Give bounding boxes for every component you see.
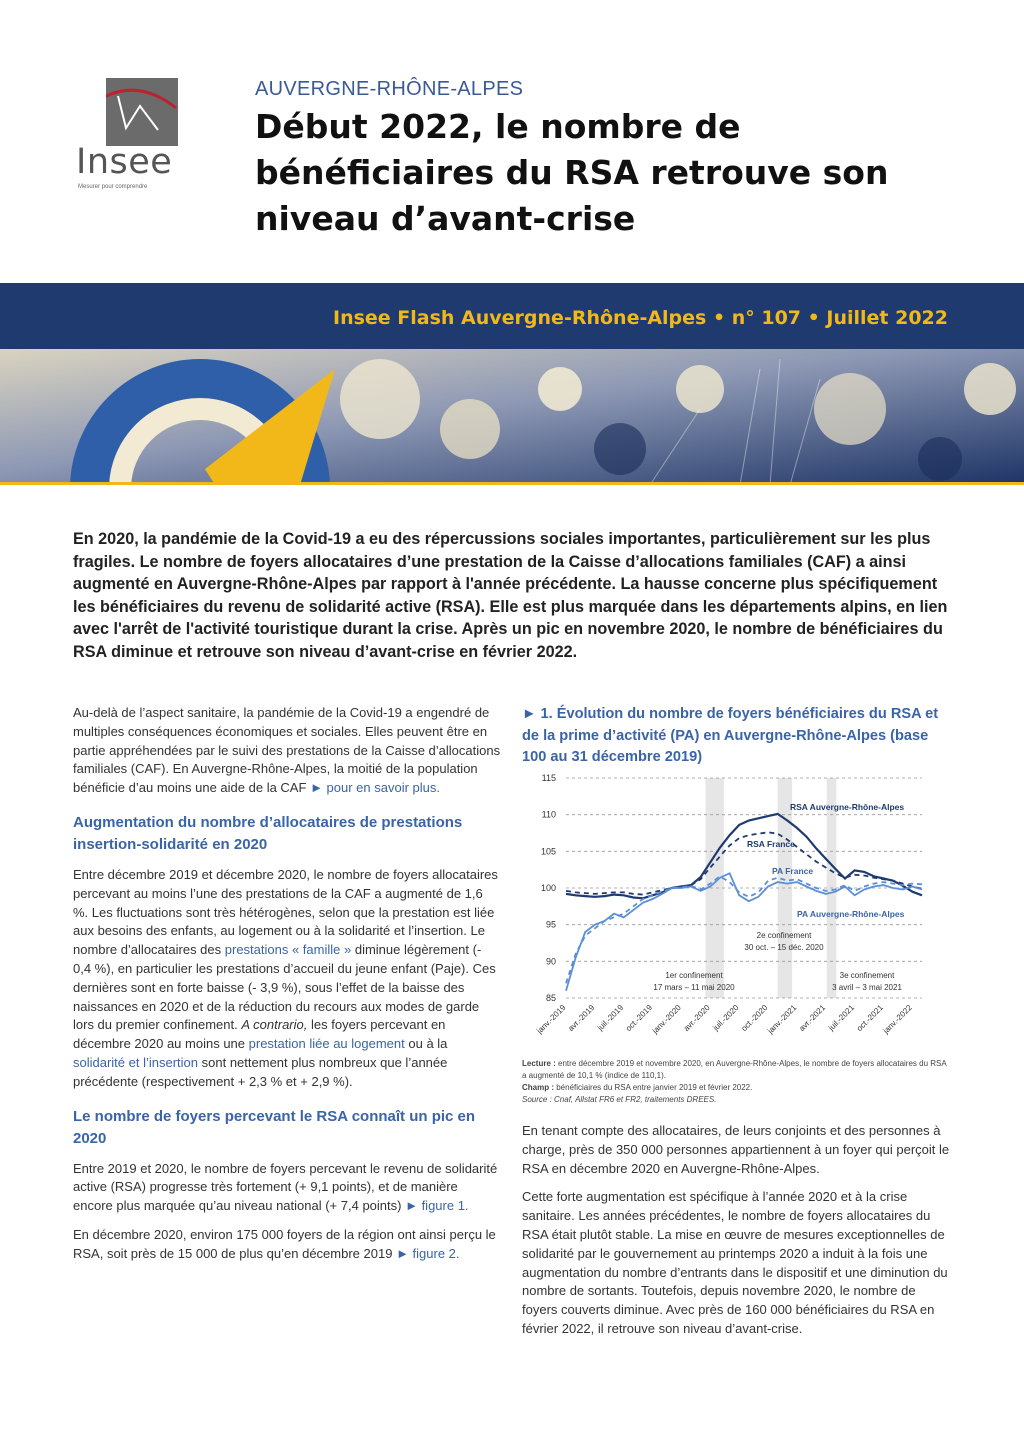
x-tick-label: avr.-2019 xyxy=(566,1003,597,1034)
x-tick-label: avr.-2021 xyxy=(797,1003,828,1034)
champ-text: bénéficiaires du RSA entre janvier 2019 et février 2022. xyxy=(556,1083,753,1092)
publication-label: Insee Flash Auvergne-Rhône-Alpes • n° 107 • Juillet 2022 xyxy=(333,307,948,329)
x-tick-label: juil.-2021 xyxy=(826,1003,857,1033)
banner xyxy=(0,283,1024,485)
x-tick-label: janv.-2022 xyxy=(881,1003,914,1036)
section-1-paragraph xyxy=(73,866,501,1092)
section-heading-2: Le nombre de foyers percevant le RSA connaît un pic en 2020 xyxy=(73,1107,476,1147)
italic-span: A contrario, xyxy=(241,1017,308,1033)
x-tick-label: janv.-2020 xyxy=(650,1003,683,1036)
page-title: Début 2022, le nombre de bénéficiaires du RSA retrouve son niveau d’avant-crise xyxy=(255,107,889,238)
y-tick-label: 90 xyxy=(545,956,556,967)
confinement-label-1: 1er confinement xyxy=(665,971,723,980)
text-span: En décembre 2020, environ 175 000 foyers de la région ont ainsi perçu le RSA, soit près de 15 000 de plus qu’en décembre 2019 xyxy=(73,1226,496,1261)
lecture-label: Lecture : xyxy=(522,1059,556,1068)
region-label: AUVERGNE-RHÔNE-ALPES xyxy=(255,78,524,100)
x-tick-label: juil.-2019 xyxy=(595,1003,626,1033)
y-tick-label: 95 xyxy=(545,919,556,930)
banner-top xyxy=(0,283,1024,351)
insee-logo xyxy=(72,76,184,191)
confinement-dates-3: 3 avril – 3 mai 2021 xyxy=(832,983,902,992)
left-column xyxy=(73,704,501,1274)
confinement-label-2: 2e confinement xyxy=(756,931,812,940)
logement-link[interactable]: prestation liée au logement xyxy=(248,1036,405,1052)
famille-link[interactable]: prestations « famille » xyxy=(224,942,352,958)
text-span: ou à la xyxy=(408,1036,448,1052)
x-tick-label: oct.-2020 xyxy=(739,1003,770,1034)
figure-1-link[interactable]: ► figure 1. xyxy=(405,1198,469,1214)
y-tick-label: 105 xyxy=(540,846,556,857)
confinement-dates-1: 17 mars – 11 mai 2020 xyxy=(653,983,735,992)
y-tick-label: 85 xyxy=(545,993,556,1003)
figure-notes xyxy=(522,1058,952,1106)
y-tick-label: 100 xyxy=(540,883,556,893)
lecture-note xyxy=(522,1058,952,1082)
logo-graphic xyxy=(106,78,178,146)
x-tick-label: oct.-2021 xyxy=(854,1003,885,1034)
intro-paragraph xyxy=(73,704,501,798)
more-info-link[interactable]: ► pour en savoir plus. xyxy=(310,780,440,796)
section-2-paragraph-2 xyxy=(73,1226,501,1264)
text-span: sont nettement plus nombreux que l’année précédente (respectivement + 2,3 % et + 2,9 %). xyxy=(73,1054,448,1089)
lead-paragraph: En 2020, la pandémie de la Covid-19 a eu des répercussions sociales importantes, particulièrement sur les plus fragiles. Le nombre de foyers allocataires d’une prestation de la Caisse d’allocations familiales (CAF) a ainsi augmenté en Auvergne-Rhône-Alpes par rapport à l'année précédente. La hausse concerne plus spécifiquement les bénéficiaires du revenu de solidarité active (RSA). Elle est plus marquée dans les départements alpins, en lien avec l'arrêt de l'activité touristique durant la crise. Après un pic en novembre 2020, le nombre de bénéficiaires du RSA diminue et retrouve son niveau d’avant-crise en février 2022. xyxy=(73,530,948,661)
confinement-label-3: 3e confinement xyxy=(839,971,895,980)
section-heading-1: Augmentation du nombre d’allocataires de prestations insertion-solidarité en 2020 xyxy=(73,813,463,853)
text-span: Entre 2019 et 2020, le nombre de foyers percevant le revenu de solidarité active (RSA) progresse très fortement (+ 9,1 points), et de manière encore plus marquée qu’au niveau national (+ 7,4 points) xyxy=(73,1160,498,1214)
logo-tagline: Mesurer pour comprendre xyxy=(78,184,148,190)
logo-wordmark: Insee xyxy=(76,142,173,182)
figure-2-link[interactable]: ► figure 2. xyxy=(396,1245,460,1261)
series-label-3: PA France xyxy=(772,866,814,876)
champ-label: Champ : xyxy=(522,1083,554,1092)
text-span: Entre décembre 2019 et décembre 2020, le nombre de foyers allocataires percevant au moins l’une des prestations de la CAF a augmenté de 1,6 %. Les fluctuations sont très hétérogènes, selon que la prestation est liée aux besoins des enfants, au logement ou à la solidarité et l’insertion. Le nombre d’allocataires des xyxy=(73,866,498,958)
series-label-1: RSA Auvergne-Rhône-Alpes xyxy=(790,802,905,812)
solidarite-link[interactable]: solidarité et l’insertion xyxy=(73,1054,199,1070)
line-chart xyxy=(522,770,952,1060)
figure-title: ► 1. Évolution du nombre de foyers bénéficiaires du RSA et de la prime d’activité (PA) en Auvergne-Rhône-Alpes (base 100 au 31 décembre 2019) xyxy=(522,706,939,765)
x-tick-label: janv.-2021 xyxy=(765,1003,799,1036)
source-text: Source : Cnaf, Allstat FR6 et FR2, traitements DREES. xyxy=(522,1095,717,1104)
intro-text: Au-delà de l’aspect sanitaire, la pandémie de la Covid-19 a engendré de multiples conséquences économiques et sociales. Elles peuvent être en partie appréhendées par le suivi des prestations de la Caisse d’allocations familiales (CAF). En Auvergne-Rhône-Alpes, la moitié de la population bénéficie d’au moins une aide de la CAF xyxy=(73,705,501,796)
x-tick-label: juil.-2020 xyxy=(711,1003,741,1033)
banner-accent-line xyxy=(0,482,1024,485)
right-paragraph-2: Cette forte augmentation est spécifique à l’année 2020 et à la crise sanitaire. Les années précédentes, le nombre de foyers allocataires du RSA était plutôt stable. La mise en œuvre de mesures exceptionnelles de solidarité par le gouvernement au printemps 2020 a induit à la fois une augmentation du nombre d’entrants dans le dispositif et une diminution du nombre de sortants. Toutefois, depuis novembre 2020, le nombre de foyers couverts diminue. Avec près de 160 000 bénéficiaires du RSA en février 2022, il retrouve son niveau d’avant-crise. xyxy=(522,1189,948,1336)
lecture-text: entre décembre 2019 et novembre 2020, en Auvergne-Rhône-Alpes, le nombre de foyers allocataires du RSA a augmenté de 10,1 % (indice de 110,1). xyxy=(522,1059,947,1080)
champ-note xyxy=(522,1082,952,1094)
y-tick-label: 115 xyxy=(541,773,556,783)
text-span: diminue légèrement (- 0,4 %), en particulier les prestations d’accueil du jeune enfant (Paje). Ces dernières sont en forte baisse (- 3,9 %), sous l’effet de la baisse des naissances en 2020 et de la réduction du recours aux modes de garde lors du premier confinement. xyxy=(73,942,496,1033)
right-paragraph-1: En tenant compte des allocataires, de leurs conjoints et des personnes à charge, près de 350 000 personnes appartiennent à un foyer qui perçoit le RSA en décembre 2020 en Auvergne-Rhône-Alpes. xyxy=(522,1123,950,1176)
y-tick-label: 110 xyxy=(541,809,556,820)
x-tick-label: oct.-2019 xyxy=(624,1003,655,1034)
text-span: les foyers percevant en décembre 2020 au moins une xyxy=(73,1017,446,1052)
right-column xyxy=(522,1122,950,1349)
section-2-paragraph-1 xyxy=(73,1160,501,1216)
confinement-dates-2: 30 oct. – 15 déc. 2020 xyxy=(744,943,824,952)
series-label-2: RSA France xyxy=(747,839,795,849)
series-label-4: PA Auvergne-Rhône-Alpes xyxy=(797,909,905,919)
series-line-3 xyxy=(566,876,922,983)
x-tick-label: janv.-2019 xyxy=(535,1003,568,1036)
source-note xyxy=(522,1094,952,1106)
x-tick-label: avr.-2020 xyxy=(681,1003,712,1034)
banner-illustration xyxy=(0,349,1024,485)
